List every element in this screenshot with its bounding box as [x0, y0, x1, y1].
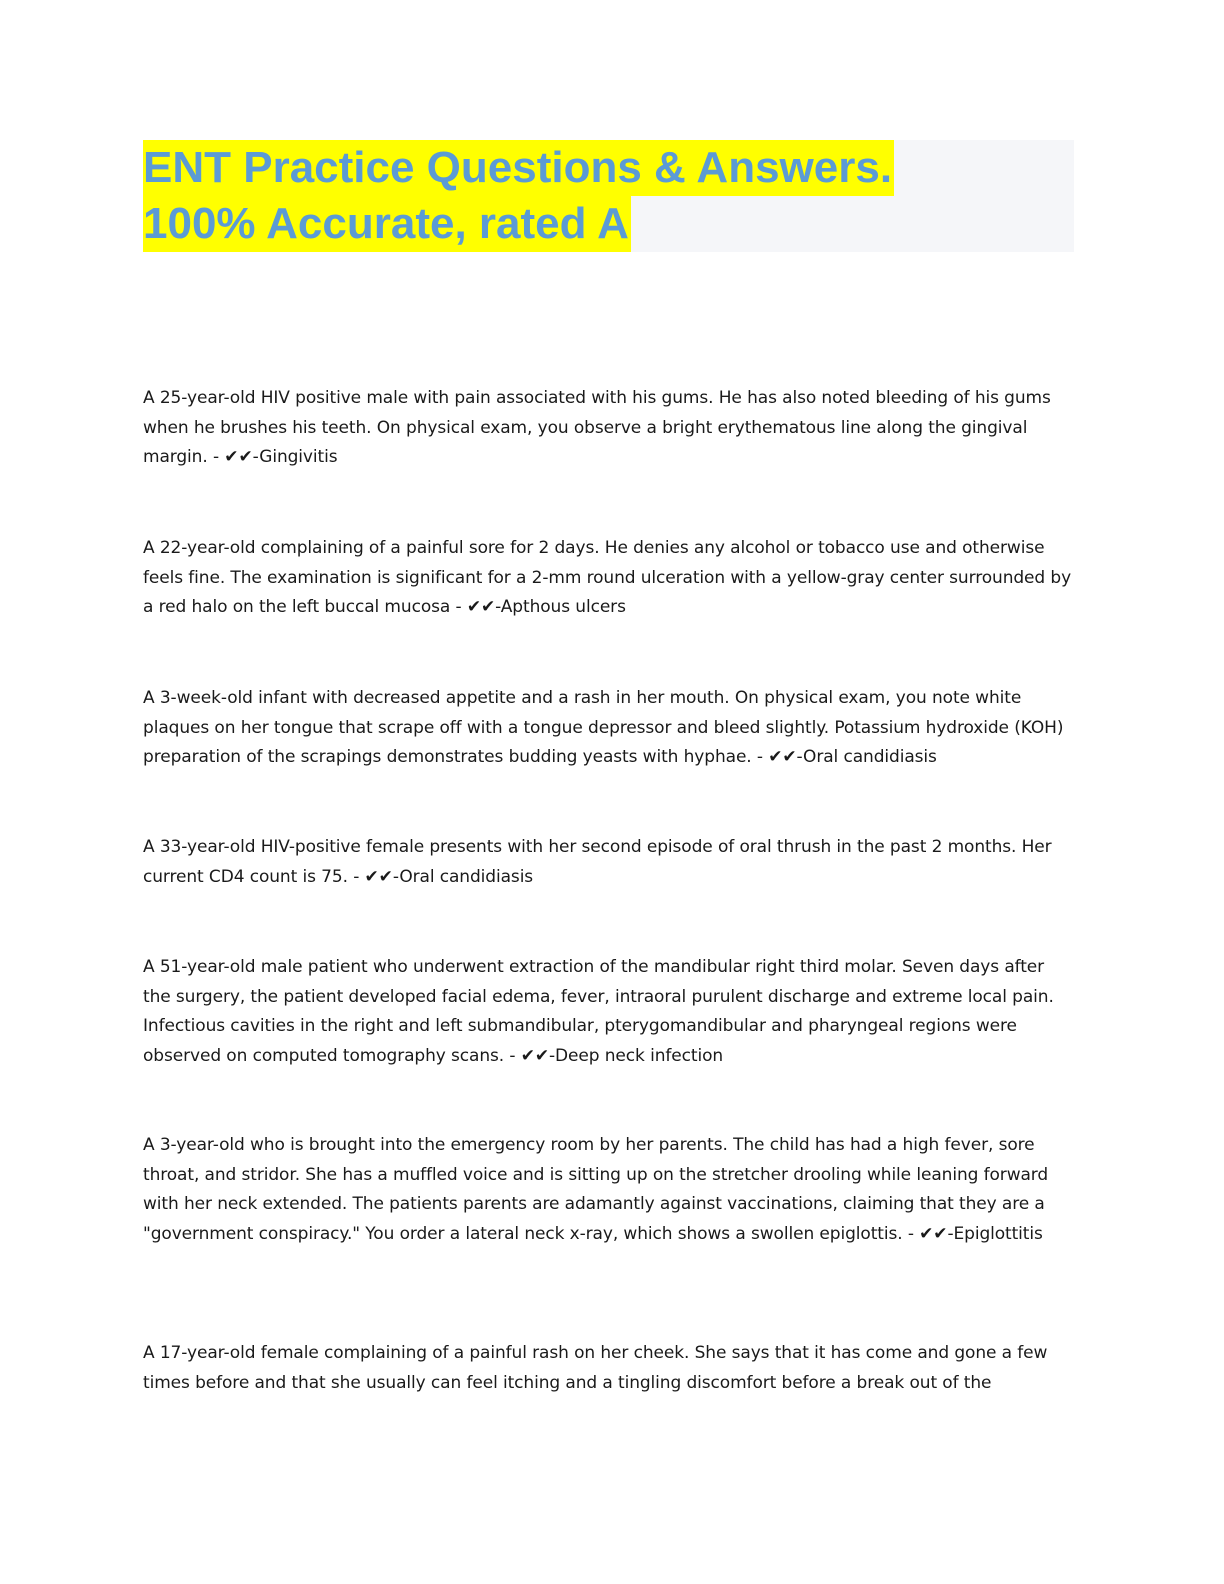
question-answer-paragraph: A 22-year-old complaining of a painful sore for 2 days. He denies any alcohol or tobacco use and otherwise feels fine. The examination is significant for a 2-mm round ulceration with a yellow-gray center surrounded by a red halo on the left buccal mucosa - ✔✔-Apthous ulcers	[143, 538, 1072, 617]
question-answer-paragraph: A 17-year-old female complaining of a painful rash on her cheek. She says that it has come and gone a few times before and that she usually can feel itching and a tingling discomfort before a break out of the	[143, 1343, 1048, 1393]
title-line-1: ENT Practice Questions & Answers.	[143, 140, 894, 196]
title-line-2: 100% Accurate, rated A	[143, 196, 631, 252]
document-title	[143, 140, 1074, 252]
question-answer-paragraph: A 51-year-old male patient who underwent extraction of the mandibular right third molar. Seven days after the surgery, the patient developed facial edema, fever, intraoral purulent discharge and extreme local pain. Infectious cavities in the right and left submandibular, pterygomandibular and pharyngeal regions were observed on computed tomography scans. - ✔✔-Deep neck infection	[143, 957, 1054, 1066]
question-answer-paragraph: A 25-year-old HIV positive male with pain associated with his gums. He has also noted bleeding of his gums when he brushes his teeth. On physical exam, you observe a bright erythematous line along the gingival margin. - ✔✔-Gingivitis	[143, 388, 1051, 467]
question-answer-paragraph: A 33-year-old HIV-positive female presents with her second episode of oral thrush in the past 2 months. Her current CD4 count is 75. - ✔✔-Oral candidiasis	[143, 837, 1052, 887]
question-answer-paragraph: A 3-year-old who is brought into the emergency room by her parents. The child has had a high fever, sore throat, and stridor. She has a muffled voice and is sitting up on the stretcher drooling while leaning forward with her neck extended. The patients parents are adamantly against vaccinations, claiming that they are a "government conspiracy." You order a lateral neck x-ray, which shows a swollen epiglottis. - ✔✔-Epiglottitis	[143, 1135, 1049, 1244]
question-answer-paragraph: A 3-week-old infant with decreased appetite and a rash in her mouth. On physical exam, you note white plaques on her tongue that scrape off with a tongue depressor and bleed slightly. Potassium hydroxide (KOH) preparation of the scrapings demonstrates budding yeasts with hyphae. - ✔✔-Oral candidiasis	[143, 688, 1064, 767]
